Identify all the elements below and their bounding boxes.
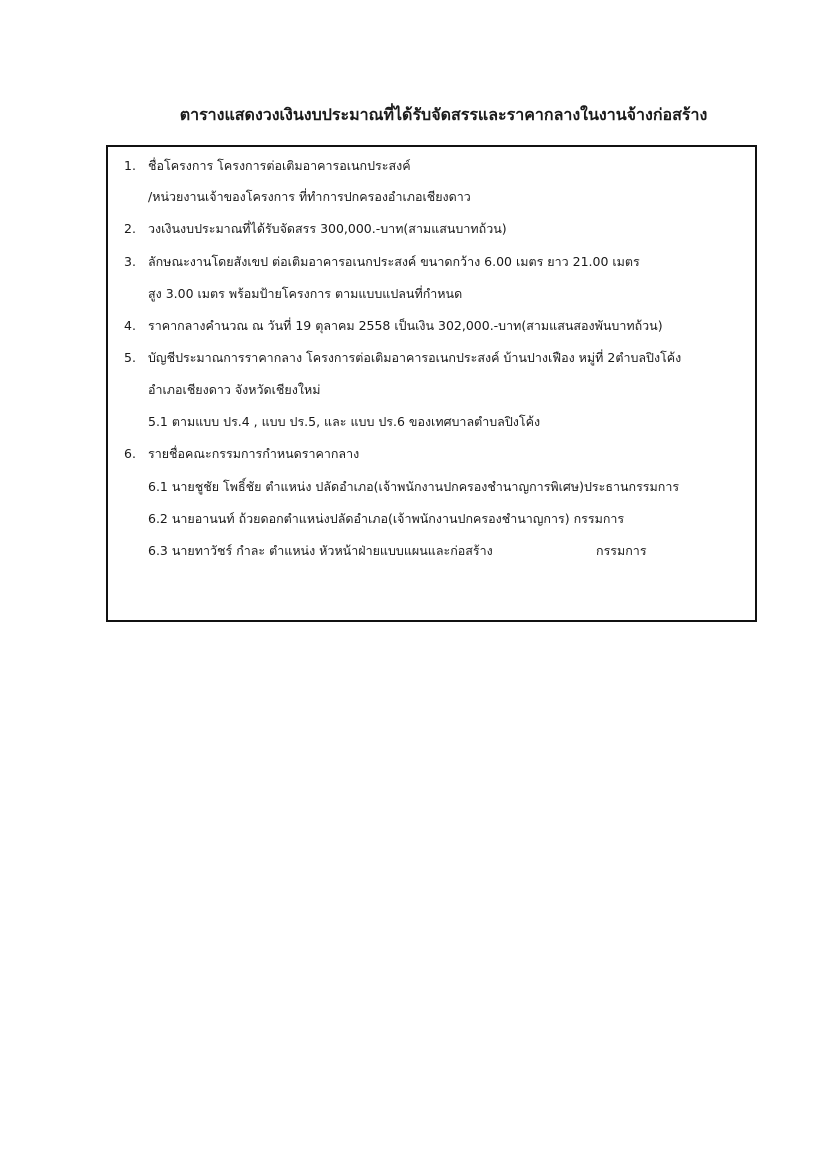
item-6-2-member bbox=[148, 510, 624, 528]
item-number: 6. bbox=[124, 446, 136, 461]
item-6-committee bbox=[124, 445, 359, 463]
item-6-3-role bbox=[596, 542, 647, 560]
item-number: 1. bbox=[124, 158, 136, 173]
item-6-3-member bbox=[148, 542, 493, 560]
item-text: ชื่อโครงการ โครงการต่อเติมอาคารอเนกประสงค์ bbox=[148, 158, 411, 173]
item-text: /หน่วยงานเจ้าของโครงการ ที่ทำการปกครองอำเภอเชียงดาว bbox=[148, 189, 471, 204]
item-number: 4. bbox=[124, 318, 136, 333]
item-text: ลักษณะงานโดยสังเขป ต่อเติมอาคารอเนกประสงค์ ขนาดกว้าง 6.00 เมตร ยาว 21.00 เมตร bbox=[148, 254, 640, 269]
item-number: 3. bbox=[124, 254, 136, 269]
page-title: ตารางแสดงวงเงินงบประมาณที่ได้รับจัดสรรและราคากลางในงานจ้างก่อสร้าง bbox=[179, 105, 708, 124]
item-text: 6.3 นายทาวัชร์ กำละ ตำแหน่ง หัวหน้าฝ่ายแบบแผนและก่อสร้าง bbox=[148, 543, 493, 558]
item-5-1-forms bbox=[148, 413, 540, 431]
item-1-agency bbox=[148, 188, 471, 206]
item-6-1-member bbox=[148, 478, 679, 496]
item-text: 5.1 ตามแบบ ปร.4 , แบบ ปร.5, และ แบบ ปร.6 ของเทศบาลตำบลปิงโค้ง bbox=[148, 414, 541, 429]
item-2-budget bbox=[124, 220, 507, 238]
item-number: 5. bbox=[124, 350, 136, 365]
item-text: 6.1 นายชูชัย โพธิ์ชัย ตำแหน่ง ปลัดอำเภอ(เจ้าพนักงานปกครองชำนาญการพิเศษ)ประธานกรรมการ bbox=[148, 479, 680, 494]
item-text: สูง 3.00 เมตร พร้อมป้ายโครงการ ตามแบบแปลนที่กำหนด bbox=[148, 286, 463, 301]
item-3-description-cont bbox=[148, 285, 462, 303]
item-text: 6.2 นายอานนท์ ถ้วยดอกตำแหน่งปลัดอำเภอ(เจ้าพนักงานปกครองชำนาญการ) กรรมการ bbox=[148, 511, 625, 526]
item-text: วงเงินงบประมาณที่ได้รับจัดสรร 300,000.-บาท(สามแสนบาทถ้วน) bbox=[148, 221, 507, 236]
item-4-median-price bbox=[124, 317, 663, 335]
item-1-project-name bbox=[124, 157, 411, 175]
item-5-estimate bbox=[124, 349, 681, 367]
item-text: บัญชีประมาณการราคากลาง โครงการต่อเติมอาคารอเนกประสงค์ บ้านปางเฟือง หมู่ที่ 2ตำบลปิงโค้ง bbox=[148, 350, 682, 365]
item-text: กรรมการ bbox=[596, 543, 647, 558]
item-text: รายชื่อคณะกรรมการกำหนดราคากลาง bbox=[148, 446, 360, 461]
item-5-estimate-cont bbox=[148, 381, 320, 399]
item-text: อำเภอเชียงดาว จังหวัดเชียงใหม่ bbox=[148, 382, 321, 397]
item-3-description bbox=[124, 253, 640, 271]
item-number: 2. bbox=[124, 221, 136, 236]
item-text: ราคากลางคำนวณ ณ วันที่ 19 ตุลาคม 2558 เป็นเงิน 302,000.-บาท(สามแสนสองพันบาทถ้วน) bbox=[148, 318, 663, 333]
